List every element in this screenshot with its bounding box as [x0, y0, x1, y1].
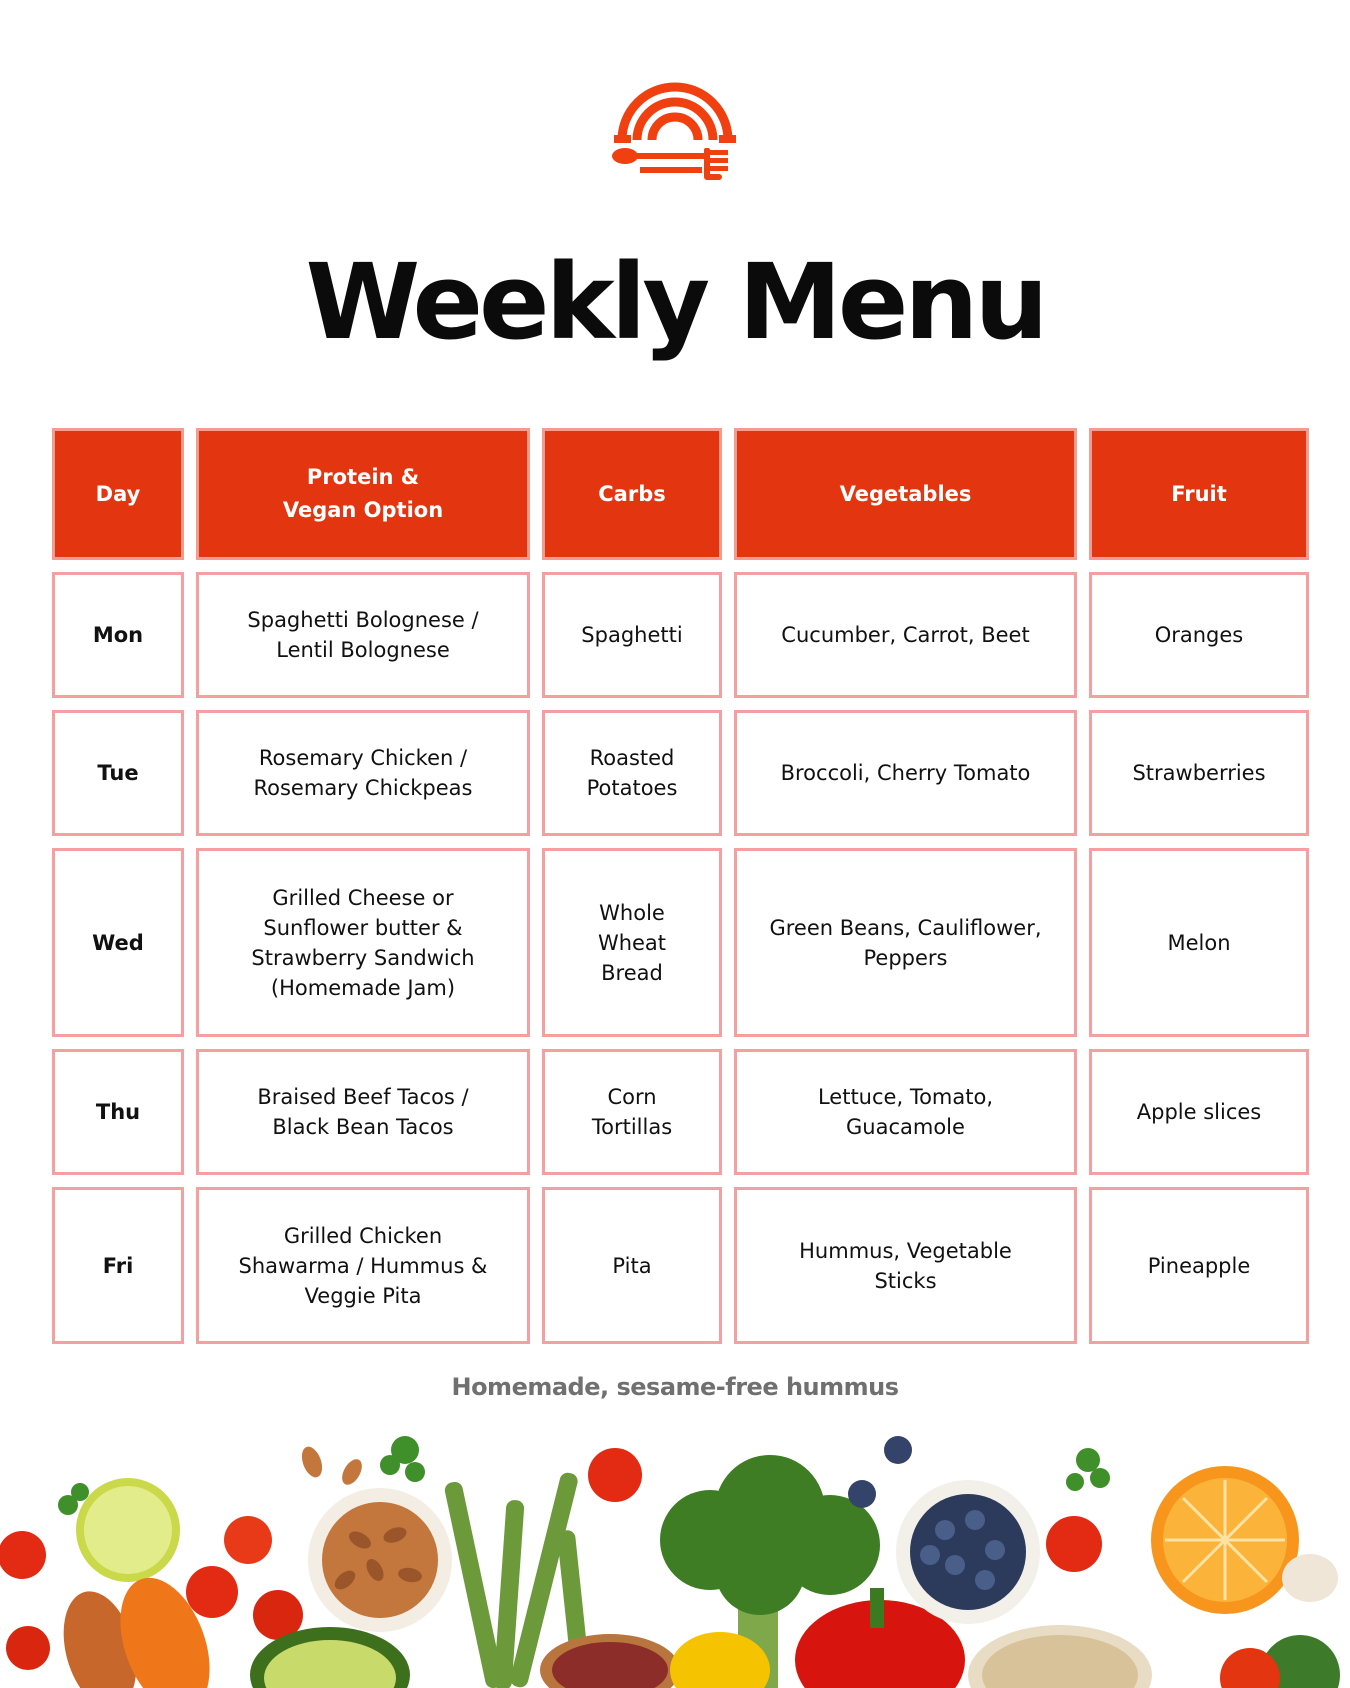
protein-cell: Spaghetti Bolognese / Lentil Bolognese: [196, 572, 530, 698]
carbs-cell: Roasted Potatoes: [542, 710, 722, 836]
footer-note: Homemade, sesame-free hummus: [451, 1373, 899, 1401]
vegetables-cell: Lettuce, Tomato, Guacamole: [734, 1049, 1077, 1175]
carbs-cell: Whole Wheat Bread: [542, 848, 722, 1037]
fruit-cell: Melon: [1089, 848, 1309, 1037]
vegetables-cell: Cucumber, Carrot, Beet: [734, 572, 1077, 698]
protein-cell: Grilled Chicken Shawarma / Hummus & Veggie Pita: [196, 1187, 530, 1344]
vegetables-cell: Green Beans, Cauliflower, Peppers: [734, 848, 1077, 1037]
column-header-day: Day: [52, 428, 184, 560]
day-cell: Tue: [52, 710, 184, 836]
page-title: Weekly Menu: [305, 241, 1045, 363]
vegetables-cell: Broccoli, Cherry Tomato: [734, 710, 1077, 836]
day-cell: Thu: [52, 1049, 184, 1175]
rainbow-spoon-fork-icon: [610, 70, 740, 202]
fruit-cell: Apple slices: [1089, 1049, 1309, 1175]
menu-table: [52, 428, 1298, 1344]
column-header-vegetables: Vegetables: [734, 428, 1077, 560]
column-header-fruit: Fruit: [1089, 428, 1309, 560]
protein-cell: Rosemary Chicken / Rosemary Chickpeas: [196, 710, 530, 836]
fruit-cell: Pineapple: [1089, 1187, 1309, 1344]
day-cell: Wed: [52, 848, 184, 1037]
produce-banner-image: [0, 1420, 1350, 1688]
column-header-protein: Protein & Vegan Option: [196, 428, 530, 560]
carbs-cell: Spaghetti: [542, 572, 722, 698]
day-cell: Fri: [52, 1187, 184, 1344]
protein-cell: Grilled Cheese or Sunflower butter & Strawberry Sandwich (Homemade Jam): [196, 848, 530, 1037]
fruit-cell: Oranges: [1089, 572, 1309, 698]
vegetables-cell: Hummus, Vegetable Sticks: [734, 1187, 1077, 1344]
protein-cell: Braised Beef Tacos / Black Bean Tacos: [196, 1049, 530, 1175]
carbs-cell: Pita: [542, 1187, 722, 1344]
column-header-carbs: Carbs: [542, 428, 722, 560]
carbs-cell: Corn Tortillas: [542, 1049, 722, 1175]
day-cell: Mon: [52, 572, 184, 698]
fruit-cell: Strawberries: [1089, 710, 1309, 836]
